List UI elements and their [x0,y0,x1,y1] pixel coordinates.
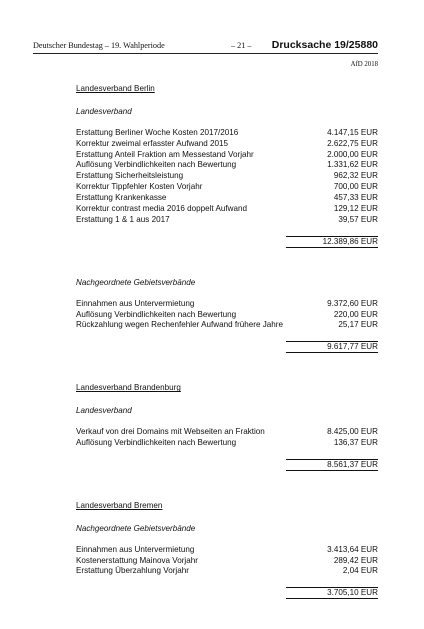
line-item-label: Auflösung Verbindlichkeiten nach Bewertung [76,438,237,448]
line-item [76,160,378,171]
group-title: Nachgeordnete Gebietsverbände [76,523,196,533]
line-item-label: Korrektur zweimal erfasster Aufwand 2015 [76,138,229,148]
line-item [76,545,378,556]
subtotal-row [76,587,378,599]
line-item-amount: 129,12 EUR [333,204,378,214]
section-title: Landesverband Berlin [76,84,155,93]
line-item-amount: 25,17 EUR [338,320,378,330]
subtotal-row [76,459,378,471]
line-item [76,566,378,577]
line-item-amount: 457,33 EUR [333,193,378,203]
document-number: Drucksache 19/25880 [271,39,378,51]
line-item-label: Erstattung Anteil Fraktion am Messestand Vorjahr [76,149,254,159]
line-item-amount: 8.425,00 EUR [327,427,378,437]
line-item-label: Erstattung Sicherheitsleistung [76,171,184,181]
subtotal-row [76,236,378,248]
section-title: Landesverband Bremen [76,500,163,510]
line-item-amount: 220,00 EUR [333,309,378,319]
line-item-amount: 962,32 EUR [333,171,378,181]
line-item-label: Auflösung Verbindlichkeiten nach Bewertung [76,160,237,170]
line-item-amount: 4.147,15 EUR [327,127,378,137]
line-item-amount: 9.372,60 EUR [327,298,378,308]
line-item [76,556,378,567]
line-item-label: Auflösung Verbindlichkeiten nach Bewertung [76,309,237,319]
line-item-label: Rückzahlung wegen Rechenfehler Aufwand frühere Jahre [76,320,283,330]
group-title: Landesverband [76,106,132,116]
subtotal-amount: 9.617,77 EUR [327,342,378,352]
line-item [76,150,378,161]
report-body [76,84,378,629]
line-item-amount: 2,04 EUR [342,566,378,576]
line-item [76,310,378,321]
line-item [76,128,378,139]
line-item [76,139,378,150]
line-item-label: Verkauf von drei Domains mit Webseiten an Fraktion [76,427,265,437]
line-item-amount: 2.622,75 EUR [327,138,378,148]
section-title: Landesverband Brandenburg [76,383,181,393]
line-item-amount: 136,37 EUR [333,438,378,448]
line-item-label: Kostenerstattung Mainova Vorjahr [76,555,198,565]
page-number: – 21 – [231,41,252,50]
subtotal-row [76,341,378,353]
line-item [76,182,378,193]
line-item-label: Einnahmen aus Untervermietung [76,544,195,554]
page-header [33,40,378,54]
line-item-amount: 1.331,62 EUR [327,160,378,170]
header-parliament: Deutscher Bundestag – 19. Wahlperiode [33,41,165,50]
line-item-label: Korrektur contrast media 2016 doppelt Aufwand [76,204,247,214]
line-item-label: Einnahmen aus Untervermietung [76,298,195,308]
line-item-amount: 39,57 EUR [338,214,378,224]
subtotal-amount: 12.389,86 EUR [322,236,378,246]
header-rule [33,53,378,54]
group-title: Landesverband [76,406,132,416]
line-item-amount: 700,00 EUR [333,182,378,192]
line-item-label: Erstattung 1 & 1 aus 2017 [76,214,170,224]
line-item [76,193,378,204]
line-item [76,427,378,438]
party-label: AfD 2018 [350,61,378,68]
line-item-amount: 289,42 EUR [333,555,378,565]
subtotal-amount: 8.561,37 EUR [327,459,378,469]
line-item-label: Korrektur Tippfehler Kosten Vorjahr [76,182,203,192]
line-item [76,215,378,226]
line-item [76,204,378,215]
line-item [76,320,378,331]
subtotal-amount: 3.705,10 EUR [327,588,378,598]
line-item-amount: 3.413,64 EUR [327,544,378,554]
line-item-label: Erstattung Überzahlung Vorjahr [76,566,189,576]
line-item [76,171,378,182]
line-item-label: Erstattung Krankenkasse [76,193,167,203]
line-item-label: Erstattung Berliner Woche Kosten 2017/2016 [76,127,239,137]
group-title: Nachgeordnete Gebietsverbände [76,277,196,287]
line-item-amount: 2.000,00 EUR [327,149,378,159]
line-item [76,438,378,449]
line-item [76,299,378,310]
